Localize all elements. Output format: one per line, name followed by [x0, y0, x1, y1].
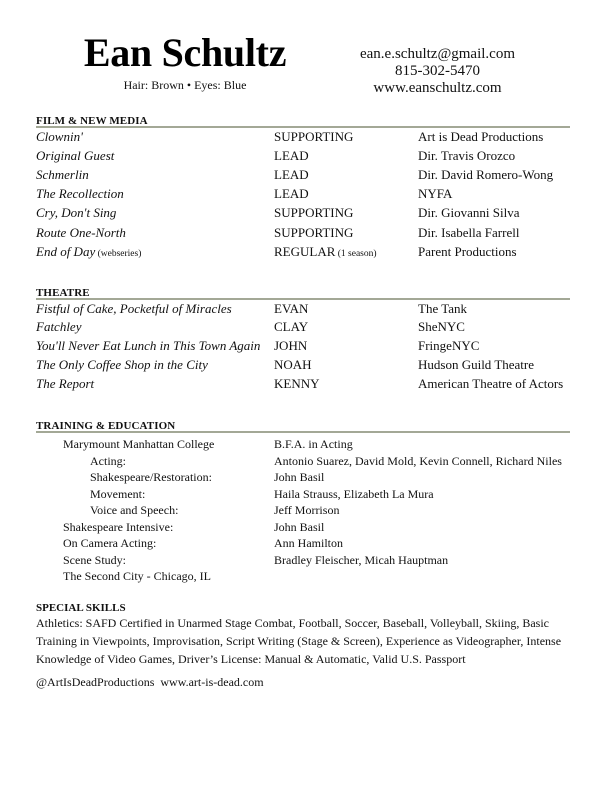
- theatre-venue: The Tank: [418, 301, 468, 316]
- website-link[interactable]: www.eanschultz.com: [373, 80, 502, 96]
- film-role: SUPPORTING: [274, 129, 354, 144]
- film-title: End of Day: [36, 244, 96, 259]
- training-value: John Basil: [274, 519, 325, 534]
- film-row: [36, 223, 576, 242]
- theatre-venue: SheNYC: [418, 319, 465, 334]
- film-role-note: (1 season): [335, 249, 377, 259]
- theatre-title: You'll Never Eat Lunch in This Town Again: [36, 338, 261, 353]
- training-row: [36, 436, 576, 453]
- theatre-role: NOAH: [274, 357, 312, 372]
- theatre-row: [36, 374, 576, 393]
- theatre-role: CLAY: [274, 319, 309, 334]
- film-role: REGULAR: [274, 244, 336, 259]
- film-role: LEAD: [274, 186, 309, 201]
- section-heading-film: FILM & NEW MEDIA: [36, 116, 570, 128]
- film-title: Cry, Don't Sing: [36, 205, 117, 220]
- film-row: [36, 203, 576, 222]
- section-heading-training: TRAINING & EDUCATION: [36, 421, 570, 433]
- training-value: John Basil: [274, 470, 325, 484]
- training-label: Acting:: [90, 453, 126, 468]
- film-role: SUPPORTING: [274, 205, 354, 220]
- training-label: On Camera Acting:: [63, 536, 157, 550]
- film-role: LEAD: [274, 167, 309, 182]
- theatre-role: JOHN: [274, 338, 308, 353]
- film-role: LEAD: [274, 148, 309, 163]
- actor-name: Ean Schultz: [83, 30, 287, 75]
- film-credit: Dir. David Romero-Wong: [418, 167, 554, 182]
- training-label: Movement:: [90, 486, 146, 501]
- training-value: Antonio Suarez, David Mold, Kevin Connell, Richard Niles: [274, 453, 562, 468]
- training-value: Haila Strauss, Elizabeth La Mura: [274, 486, 434, 501]
- film-title: Route One-North: [36, 225, 126, 240]
- training-row: [36, 502, 576, 519]
- social-handle-link[interactable]: @ArtIsDeadProductions: [36, 675, 155, 689]
- training-row: [36, 535, 576, 552]
- film-row: [36, 127, 576, 146]
- training-label: Shakespeare Intensive:: [63, 519, 174, 534]
- theatre-venue: American Theatre of Actors: [418, 376, 564, 391]
- theatre-row: [36, 336, 576, 355]
- film-credit: NYFA: [418, 186, 453, 201]
- training-label: Marymount Manhattan College: [63, 437, 215, 451]
- film-credit: Dir. Isabella Farrell: [418, 225, 520, 240]
- contact-block: [340, 46, 535, 97]
- training-value: Ann Hamilton: [274, 536, 343, 550]
- social-links: [36, 673, 264, 691]
- film-row: [36, 165, 576, 184]
- skills-line: Training in Viewpoints, Improvisation, Script Writing (Stage & Screen), Experience as Videographer, Intense: [36, 634, 562, 648]
- training-row: [36, 453, 576, 470]
- phone-number: 815-302-5470: [395, 63, 480, 79]
- theatre-title: The Only Coffee Shop in the City: [36, 357, 208, 372]
- film-credit: Dir. Travis Orozco: [418, 148, 516, 163]
- film-note: (webseries): [95, 249, 142, 259]
- training-label: Scene Study:: [63, 552, 126, 567]
- film-title: Original Guest: [36, 148, 115, 163]
- training-value: B.F.A. in Acting: [274, 437, 353, 451]
- film-credit: Parent Productions: [418, 244, 517, 259]
- training-label: Shakespeare/Restoration:: [90, 470, 212, 484]
- social-website-link[interactable]: www.art-is-dead.com: [160, 675, 264, 689]
- film-row: [36, 242, 576, 261]
- training-label: The Second City - Chicago, IL: [63, 569, 211, 583]
- theatre-row: [36, 317, 576, 336]
- training-value: Bradley Fleischer, Micah Hauptman: [274, 552, 449, 567]
- film-credit: Dir. Giovanni Silva: [418, 205, 520, 220]
- theatre-row: [36, 355, 576, 374]
- training-row: [36, 469, 576, 486]
- theatre-title: Fistful of Cake, Pocketful of Miracles: [36, 301, 232, 316]
- section-heading-skills: SPECIAL SKILLS: [36, 602, 126, 614]
- training-label: Voice and Speech:: [90, 503, 179, 517]
- film-title: Clownin': [36, 129, 83, 144]
- film-title: The Recollection: [36, 186, 124, 201]
- theatre-role: KENNY: [274, 376, 320, 391]
- theatre-title: The Report: [36, 376, 95, 391]
- film-credit: Art is Dead Productions: [418, 129, 544, 144]
- film-row: [36, 184, 576, 203]
- skills-text: [36, 614, 581, 668]
- physical-attributes: Hair: Brown • Eyes: Blue: [123, 78, 247, 92]
- skills-line: Athletics: SAFD Certified in Unarmed Stage Combat, Football, Soccer, Baseball, Volleyball, Skiing, Basic: [36, 616, 550, 630]
- training-value: Jeff Morrison: [274, 503, 340, 517]
- film-title: Schmerlin: [36, 167, 89, 182]
- training-row: [36, 552, 576, 569]
- theatre-venue: FringeNYC: [418, 338, 480, 353]
- theatre-venue: Hudson Guild Theatre: [418, 357, 535, 372]
- training-row: [36, 486, 576, 503]
- skills-line: Knowledge of Video Games, Driver’s License: Manual & Automatic, Valid U.S. Passport: [36, 652, 466, 666]
- theatre-row: [36, 299, 576, 318]
- training-row: [36, 568, 576, 585]
- theatre-title: Fatchley: [36, 319, 82, 334]
- section-heading-theatre: THEATRE: [36, 288, 570, 300]
- theatre-role: EVAN: [274, 301, 309, 316]
- film-row: [36, 146, 576, 165]
- training-row: [36, 519, 576, 536]
- email-link[interactable]: ean.e.schultz@gmail.com: [359, 46, 515, 62]
- film-role: SUPPORTING: [274, 225, 354, 240]
